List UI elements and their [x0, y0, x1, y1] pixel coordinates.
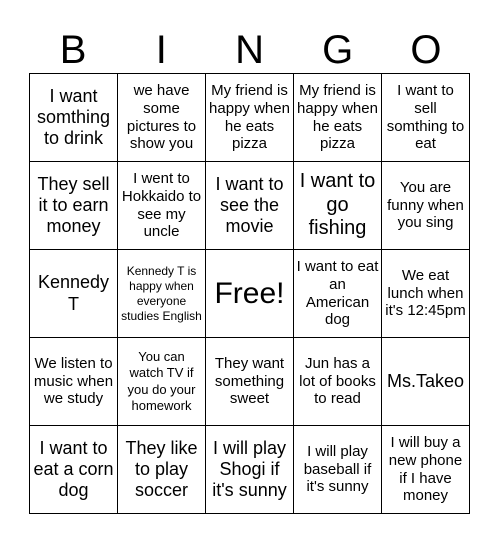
- bingo-cell: I will buy a new phone if I have money: [382, 426, 470, 514]
- free-space: Free!: [206, 250, 294, 338]
- bingo-cell: You are funny when you sing: [382, 162, 470, 250]
- bingo-cell: I want to eat a corn dog: [30, 426, 118, 514]
- bingo-cell: You can watch TV if you do your homework: [118, 338, 206, 426]
- bingo-cell: Kennedy T: [30, 250, 118, 338]
- header-letter-i: I: [155, 28, 167, 72]
- header-letter-n: N: [235, 28, 264, 72]
- bingo-cell: we have some pictures to show you: [118, 74, 206, 162]
- bingo-cell: We listen to music when we study: [30, 338, 118, 426]
- bingo-cell: I want to sell somthing to eat: [382, 74, 470, 162]
- bingo-cell: We eat lunch when it's 12:45pm: [382, 250, 470, 338]
- bingo-cell: Ms.Takeo: [382, 338, 470, 426]
- header-letter-g: G: [322, 28, 354, 72]
- header-letter-o: O: [410, 28, 442, 72]
- bingo-cell: I want to go fishing: [294, 162, 382, 250]
- bingo-cell: They want something sweet: [206, 338, 294, 426]
- bingo-cell: I went to Hokkaido to see my uncle: [118, 162, 206, 250]
- bingo-cell: I want to see the movie: [206, 162, 294, 250]
- bingo-header: [29, 26, 470, 74]
- bingo-cell: My friend is happy when he eats pizza: [294, 74, 382, 162]
- bingo-cell: Jun has a lot of books to read: [294, 338, 382, 426]
- bingo-cell: My friend is happy when he eats pizza: [206, 74, 294, 162]
- bingo-grid: [29, 73, 470, 514]
- bingo-cell: Kennedy T is happy when everyone studies English: [118, 250, 206, 338]
- bingo-cell: They sell it to earn money: [30, 162, 118, 250]
- header-letter-b: B: [59, 28, 87, 72]
- bingo-cell: I want to eat an American dog: [294, 250, 382, 338]
- bingo-cell: I want somthing to drink: [30, 74, 118, 162]
- bingo-cell: They like to play soccer: [118, 426, 206, 514]
- bingo-cell: I will play baseball if it's sunny: [294, 426, 382, 514]
- bingo-cell: I will play Shogi if it's sunny: [206, 426, 294, 514]
